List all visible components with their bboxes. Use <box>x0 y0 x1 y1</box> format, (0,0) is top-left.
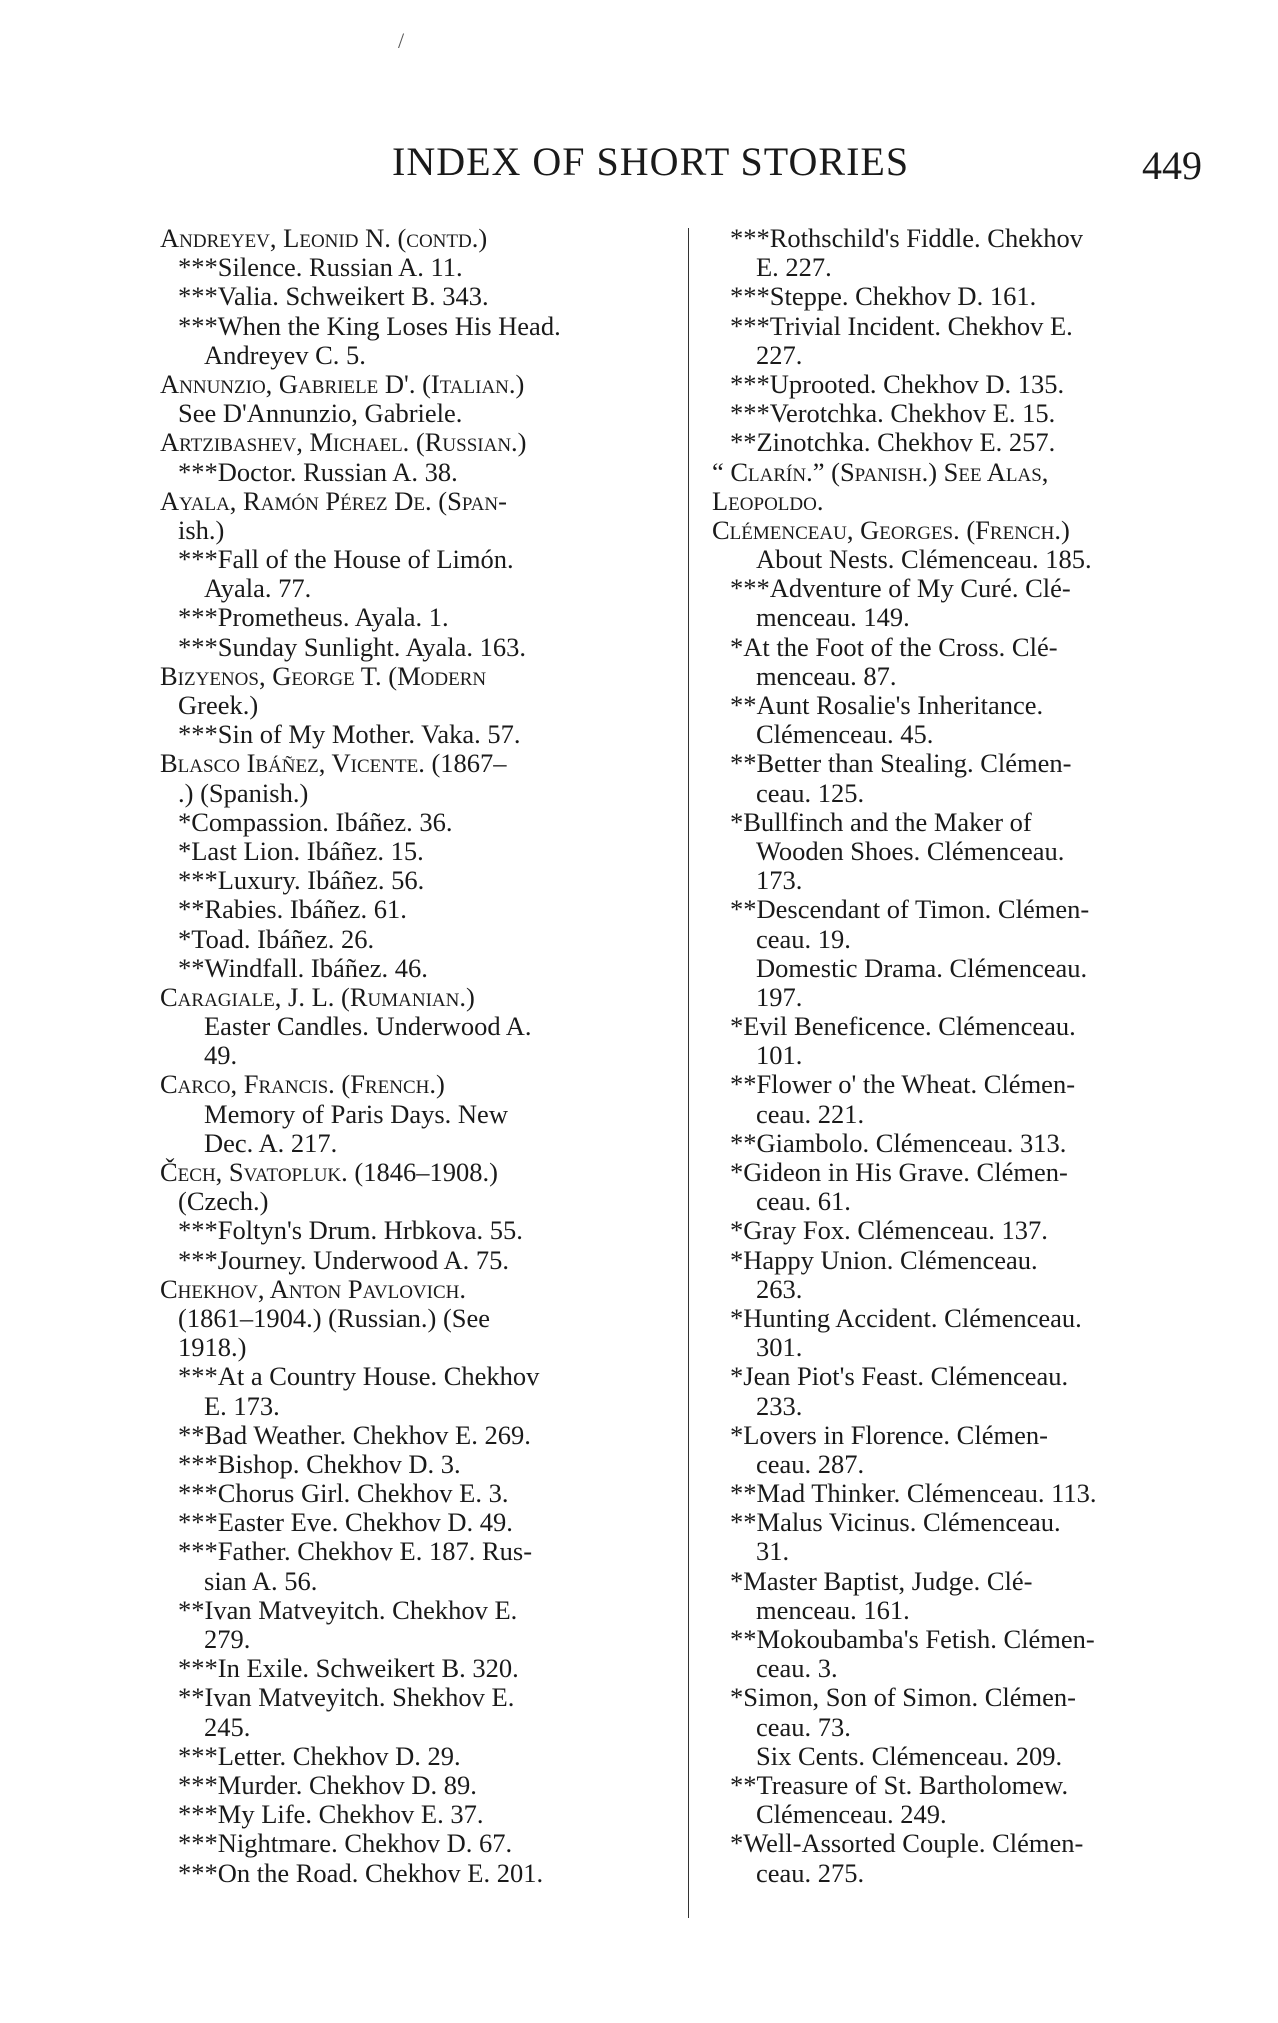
index-entry: ***Nightmare. Chekhov D. 67. <box>178 1828 513 1859</box>
page-number: 449 <box>1142 143 1202 188</box>
index-entry: *At the Foot of the Cross. Clé- <box>730 631 1058 662</box>
index-entry: E. 227. <box>756 252 832 283</box>
page-header <box>392 138 1202 198</box>
index-entry: **Windfall. Ibáñez. 46. <box>178 952 428 983</box>
index-entry: ish.) <box>178 514 225 545</box>
index-entry: ***Journey. Underwood A. 75. <box>178 1244 509 1275</box>
index-entry: ***Chorus Girl. Chekhov E. 3. <box>178 1478 509 1509</box>
index-heading: “ Clarín.” (Spanish.) See Alas, <box>712 456 1049 487</box>
index-entry: *Compassion. Ibáñez. 36. <box>178 806 453 837</box>
index-entry: ceau. 73. <box>756 1711 851 1742</box>
column-divider <box>688 228 689 1918</box>
index-heading: Blasco Ibáñez, Vicente. (1867– <box>160 748 507 779</box>
index-entry: *Lovers in Florence. Clémen- <box>730 1419 1048 1450</box>
index-column-left <box>160 224 660 1888</box>
index-column-right <box>712 224 1202 1888</box>
index-entry: **Better than Stealing. Clémen- <box>730 748 1072 779</box>
index-entry: ***Prometheus. Ayala. 1. <box>178 602 449 633</box>
index-heading: Chekhov, Anton Pavlovich. <box>160 1273 466 1304</box>
index-entry: *Simon, Son of Simon. Clémen- <box>730 1682 1076 1713</box>
index-entry: 101. <box>756 1040 803 1071</box>
index-entry: (1861–1904.) (Russian.) (See <box>178 1302 491 1333</box>
index-entry: **Aunt Rosalie's Inheritance. <box>730 690 1044 720</box>
index-entry: Memory of Paris Days. New <box>204 1098 508 1129</box>
index-entry: 31. <box>756 1536 790 1567</box>
index-entry: Easter Candles. Underwood A. <box>204 1011 532 1042</box>
index-entry: ***Bishop. Chekhov D. 3. <box>178 1448 461 1479</box>
index-entry: 263. <box>756 1273 803 1304</box>
index-entry: *Well-Assorted Couple. Clémen- <box>730 1828 1084 1859</box>
index-heading: Clémenceau, Georges. (French.) <box>712 514 1070 545</box>
index-heading: Čech, Svatopluk. (1846–1908.) <box>160 1157 498 1187</box>
index-entry: Wooden Shoes. Clémenceau. <box>756 835 1065 866</box>
index-entry: ceau. 221. <box>756 1098 865 1129</box>
index-entry: ceau. 125. <box>756 777 865 808</box>
index-entry: ***Adventure of My Curé. Clé- <box>730 573 1071 604</box>
index-entry: Greek.) <box>178 690 259 720</box>
index-entry: *Toad. Ibáñez. 26. <box>178 923 375 954</box>
index-entry: .) (Spanish.) <box>178 777 309 808</box>
index-entry: *Hunting Accident. Clémenceau. <box>730 1302 1082 1333</box>
index-entry: ***On the Road. Chekhov E. 201. <box>178 1857 544 1888</box>
index-entry: 49. <box>204 1040 238 1071</box>
index-entry: *Happy Union. Clémenceau. <box>730 1244 1038 1275</box>
index-entry: ***Sunday Sunlight. Ayala. 163. <box>178 631 526 662</box>
index-entry: See D'Annunzio, Gabriele. <box>178 398 463 429</box>
index-entry: **Rabies. Ibáñez. 61. <box>178 894 407 925</box>
index-heading: Leopoldo. <box>712 485 824 516</box>
index-entry: ***Sin of My Mother. Vaka. 57. <box>178 719 521 750</box>
index-entry: (Czech.) <box>178 1186 269 1217</box>
index-entry: *Master Baptist, Judge. Clé- <box>730 1565 1033 1596</box>
index-entry: ***Silence. Russian A. 11. <box>178 252 463 283</box>
index-entry: sian A. 56. <box>204 1565 318 1596</box>
index-entry: ***My Life. Chekhov E. 37. <box>178 1799 484 1830</box>
index-entry: 245. <box>204 1711 251 1742</box>
index-entry: menceau. 87. <box>756 660 897 691</box>
index-entry: 173. <box>756 865 803 896</box>
index-entry: ***Trivial Incident. Chekhov E. <box>730 310 1073 341</box>
index-entry: 233. <box>756 1390 803 1421</box>
index-entry: ***Valia. Schweikert B. 343. <box>178 281 489 312</box>
index-entry: ceau. 3. <box>756 1653 838 1684</box>
index-entry: **Zinotchka. Chekhov E. 257. <box>730 427 1056 458</box>
index-entry: ***Father. Chekhov E. 187. Rus- <box>178 1536 533 1567</box>
index-entry: **Descendant of Timon. Clémen- <box>730 894 1090 925</box>
index-entry: menceau. 149. <box>756 602 910 633</box>
index-heading: Bizyenos, George T. (Modern <box>160 660 487 691</box>
index-entry: ***Verotchka. Chekhov E. 15. <box>730 398 1056 429</box>
index-entry: Ayala. 77. <box>204 573 312 604</box>
index-entry: ceau. 19. <box>756 923 851 954</box>
stray-pencil-mark: / <box>398 28 405 53</box>
index-entry: ***Easter Eve. Chekhov D. 49. <box>178 1507 513 1538</box>
index-entry: ceau. 287. <box>756 1448 865 1479</box>
index-heading: Artzibashev, Michael. (Russian.) <box>160 427 527 458</box>
index-heading: Annunzio, Gabriele D'. (Italian.) <box>160 368 525 399</box>
index-heading: Andreyev, Leonid N. (contd.) <box>160 223 488 253</box>
index-entry: **Ivan Matveyitch. Chekhov E. <box>178 1594 518 1625</box>
index-entry: ***Rothschild's Fiddle. Chekhov <box>730 223 1083 253</box>
index-entry: **Treasure of St. Bartholomew. <box>730 1769 1069 1800</box>
index-entry: ***Foltyn's Drum. Hrbkova. 55. <box>178 1215 523 1246</box>
index-entry: ***In Exile. Schweikert B. 320. <box>178 1653 519 1684</box>
index-entry: ***Luxury. Ibáñez. 56. <box>178 865 425 896</box>
index-entry: Clémenceau. 249. <box>756 1799 947 1830</box>
index-heading: Caragiale, J. L. (Rumanian.) <box>160 981 475 1012</box>
index-entry: 279. <box>204 1624 251 1654</box>
index-entry: **Ivan Matveyitch. Shekhov E. <box>178 1682 515 1713</box>
index-entry: **Malus Vicinus. Clémenceau. <box>730 1507 1061 1538</box>
index-entry: 197. <box>756 981 803 1012</box>
index-entry: *Jean Piot's Feast. Clémenceau. <box>730 1361 1069 1392</box>
index-entry: About Nests. Clémenceau. 185. <box>756 544 1092 575</box>
index-entry: **Giambolo. Clémenceau. 313. <box>730 1127 1067 1158</box>
index-entry: ***When the King Loses His Head. <box>178 310 561 341</box>
running-title: INDEX OF SHORT STORIES <box>392 139 910 184</box>
index-entry: 1918.) <box>178 1332 247 1363</box>
index-entry: *Bullfinch and the Maker of <box>730 806 1032 837</box>
index-entry: ***Uprooted. Chekhov D. 135. <box>730 368 1065 399</box>
index-entry: Clémenceau. 45. <box>756 719 934 750</box>
index-entry: menceau. 161. <box>756 1594 910 1625</box>
index-entry: *Gideon in His Grave. Clémen- <box>730 1157 1068 1187</box>
index-entry: E. 173. <box>204 1390 280 1421</box>
index-entry: Six Cents. Clémenceau. 209. <box>756 1740 1063 1771</box>
index-heading: Carco, Francis. (French.) <box>160 1069 445 1100</box>
index-entry: 227. <box>756 339 803 370</box>
index-entry: **Bad Weather. Chekhov E. 269. <box>178 1419 531 1450</box>
index-entry: ceau. 275. <box>756 1857 865 1888</box>
index-heading: Ayala, Ramón Pérez De. (Span- <box>160 485 507 516</box>
index-entry: *Gray Fox. Clémenceau. 137. <box>730 1215 1048 1246</box>
index-entry: Dec. A. 217. <box>204 1127 338 1158</box>
index-entry: ceau. 61. <box>756 1186 851 1217</box>
index-entry: ***At a Country House. Chekhov <box>178 1361 540 1392</box>
index-entry: 301. <box>756 1332 803 1363</box>
index-entry: ***Doctor. Russian A. 38. <box>178 456 458 487</box>
index-entry: ***Letter. Chekhov D. 29. <box>178 1740 461 1771</box>
index-entry: *Last Lion. Ibáñez. 15. <box>178 835 424 866</box>
index-entry: ***Murder. Chekhov D. 89. <box>178 1769 477 1800</box>
index-entry: ***Steppe. Chekhov D. 161. <box>730 281 1037 312</box>
index-entry: **Flower o' the Wheat. Clémen- <box>730 1069 1076 1100</box>
index-entry: **Mokoubamba's Fetish. Clémen- <box>730 1624 1095 1654</box>
index-entry: *Evil Beneficence. Clémenceau. <box>730 1011 1076 1042</box>
index-entry: **Mad Thinker. Clémenceau. 113. <box>730 1478 1097 1509</box>
index-entry: Domestic Drama. Clémenceau. <box>756 952 1088 983</box>
index-entry: ***Fall of the House of Limón. <box>178 544 514 575</box>
index-entry: Andreyev C. 5. <box>204 339 366 370</box>
